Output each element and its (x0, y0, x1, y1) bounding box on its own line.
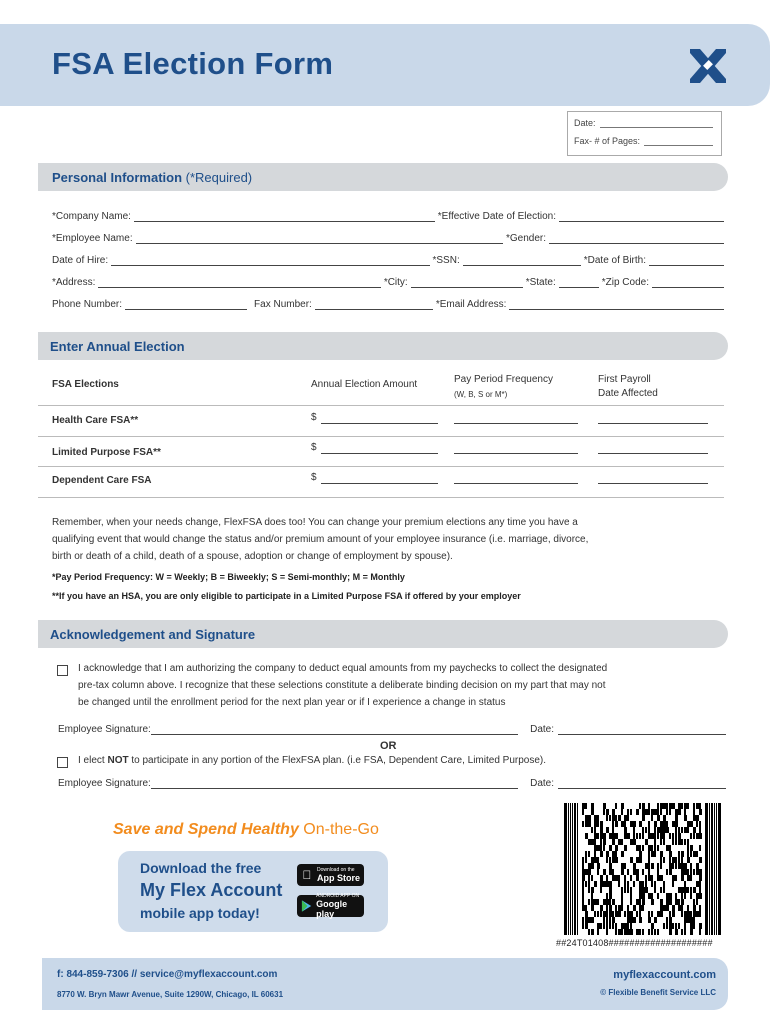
signature-label: Employee Signature: (58, 778, 151, 789)
app-store-small: Download on the (317, 867, 355, 873)
dependent-care-frequency-field[interactable] (454, 483, 578, 484)
company-label: *Company Name: (52, 211, 131, 222)
promo-slogan (113, 821, 379, 839)
page-title: FSA Election Form (52, 46, 334, 81)
footer-contact: f: 844-859-7306 // service@myflexaccount.com (57, 969, 278, 980)
google-play-small: ANDROID APP ON (316, 893, 360, 899)
promo-slogan-emphasis: Save and Spend Healthy (113, 821, 299, 838)
app-store-button[interactable] (297, 864, 364, 886)
table-divider (38, 436, 724, 437)
ack-title: Acknowledgement and Signature (50, 627, 256, 642)
optout-pre: I elect (78, 755, 108, 766)
promo-line-1: Download the free (140, 860, 262, 876)
ack-paragraph (78, 660, 728, 711)
apple-icon (301, 868, 313, 882)
limited-purpose-date-field[interactable] (598, 453, 708, 454)
ack-line-1: I acknowledge that I am authorizing the company to deduct equal amounts from my paychecks to collect the designated (78, 663, 608, 674)
email-label: *Email Address: (435, 299, 507, 310)
hire-row (52, 252, 727, 266)
acknowledge-checkbox[interactable] (57, 665, 68, 676)
address-field[interactable] (98, 279, 380, 288)
google-play-big: Google play (316, 899, 348, 919)
optout-text (78, 755, 546, 766)
app-store-text (317, 867, 360, 883)
dob-label: *Date of Birth: (583, 255, 646, 266)
dependent-care-date-field[interactable] (598, 483, 708, 484)
fax-date-row (574, 118, 713, 128)
google-play-button[interactable] (297, 895, 364, 917)
optout-checkbox[interactable] (57, 757, 68, 768)
address-row (52, 274, 727, 288)
signature-date-label: Date: (530, 724, 554, 735)
company-row (52, 208, 727, 222)
footer-banner (42, 958, 728, 1010)
signature-row-1 (58, 724, 726, 735)
row-limited-purpose-currency: $ (311, 442, 317, 453)
health-care-amount-field[interactable] (321, 423, 438, 424)
city-field[interactable] (411, 279, 523, 288)
remember-line-3: birth or death of a child, death of a spouse, adoption or change of employment by spouse). (52, 551, 453, 562)
promo-line-3: mobile app today! (140, 905, 260, 921)
barcode-caption: ##24T01408#################### (556, 938, 713, 948)
fax-info-box (567, 111, 722, 156)
ack-line-2: pre-tax column above. I recognize that these selections constitute a deliberate binding decision on my part that may not (78, 680, 606, 691)
required-note: (*Required) (185, 170, 253, 185)
dob-field[interactable] (649, 257, 724, 266)
effective-date-field[interactable] (559, 213, 724, 222)
optout-not: NOT (107, 755, 129, 766)
fax-date-label: Date: (574, 118, 596, 128)
promo-slogan-rest: On-the-Go (298, 821, 379, 838)
ack-line-3: be changed until the enrollment period for the next plan year or if I experience a change in status (78, 697, 506, 708)
google-play-text (316, 893, 364, 919)
company-field[interactable] (134, 213, 435, 222)
signature-row-2 (58, 778, 726, 789)
col-frequency: Pay Period Frequency (454, 374, 553, 385)
col-first-payroll-2: Date Affected (598, 388, 658, 399)
col-first-payroll-1: First Payroll (598, 374, 651, 385)
remember-line-2: qualifying event that would change the status and/or premium amount of your employee insurance (i.e. marriage, divorce, (52, 534, 589, 545)
zip-field[interactable] (652, 279, 724, 288)
health-care-date-field[interactable] (598, 423, 708, 424)
address-label: *Address: (52, 277, 96, 288)
fax-pages-line[interactable] (644, 138, 713, 146)
limited-purpose-amount-field[interactable] (321, 453, 438, 454)
city-label: *City: (383, 277, 408, 288)
ssn-field[interactable] (463, 257, 581, 266)
gender-label: *Gender: (505, 233, 546, 244)
footer-website[interactable]: myflexaccount.com (613, 969, 716, 981)
remember-line-1: Remember, when your needs change, FlexFSA does too! You can change your premium elections any time you have a (52, 517, 578, 528)
col-amount: Annual Election Amount (311, 379, 418, 390)
footer-address: 8770 W. Bryn Mawr Avenue, Suite 1290W, Chicago, IL 60631 (57, 990, 284, 999)
date-of-hire-field[interactable] (111, 257, 429, 266)
personal-info-title (52, 170, 252, 185)
company-logo-icon (686, 45, 730, 85)
email-field[interactable] (509, 301, 724, 310)
date-of-hire-label: Date of Hire: (52, 255, 109, 266)
col-frequency-sub: (W, B, S or M*) (454, 390, 508, 399)
health-care-frequency-field[interactable] (454, 423, 578, 424)
signature-label: Employee Signature: (58, 724, 151, 735)
hsa-note: **If you have an HSA, you are only eligible to participate in a Limited Purpose FSA if offered by your employer (52, 591, 521, 601)
google-play-icon (301, 899, 312, 913)
footer-copyright: © Flexible Benefit Service LLC (600, 988, 716, 997)
row-dependent-care-label: Dependent Care FSA (52, 475, 152, 486)
personal-info-heading: Personal Information (52, 170, 183, 185)
employee-name-field[interactable] (136, 235, 503, 244)
dependent-care-amount-field[interactable] (321, 483, 438, 484)
row-limited-purpose-label: Limited Purpose FSA** (52, 447, 161, 458)
col-elections: FSA Elections (52, 379, 119, 390)
effective-date-label: *Effective Date of Election: (437, 211, 556, 222)
signature-field[interactable] (151, 780, 518, 789)
row-health-care-currency: $ (311, 412, 317, 423)
gender-field[interactable] (549, 235, 724, 244)
fax-pages-label: Fax- # of Pages: (574, 136, 641, 146)
fax-pages-row (574, 136, 713, 146)
row-dependent-care-currency: $ (311, 472, 317, 483)
promo-line-2: My Flex Account (140, 880, 283, 900)
signature-field[interactable] (151, 726, 518, 735)
zip-label: *Zip Code: (601, 277, 649, 288)
table-divider (38, 466, 724, 467)
ssn-label: *SSN: (432, 255, 460, 266)
fax-field[interactable] (315, 301, 433, 310)
phone-label: Phone Number: (52, 299, 123, 310)
signature-date-field[interactable] (558, 726, 726, 735)
table-divider (38, 405, 724, 406)
state-label: *State: (525, 277, 556, 288)
signature-date-field[interactable] (558, 780, 726, 789)
app-store-big: App Store (317, 873, 361, 883)
or-separator: OR (380, 740, 397, 752)
employee-name-label: *Employee Name: (52, 233, 133, 244)
fax-date-line[interactable] (600, 120, 713, 128)
row-health-care-label: Health Care FSA** (52, 415, 139, 426)
optout-post: to participate in any portion of the FlexFSA plan. (i.e FSA, Dependent Care, Limited Purpose). (128, 755, 547, 766)
phone-field[interactable] (125, 301, 247, 310)
barcode-image (564, 803, 721, 935)
signature-date-label: Date: (530, 778, 554, 789)
limited-purpose-frequency-field[interactable] (454, 453, 578, 454)
table-divider (38, 497, 724, 498)
state-field[interactable] (559, 279, 599, 288)
contact-row (52, 296, 727, 310)
election-title: Enter Annual Election (50, 339, 185, 354)
frequency-note: *Pay Period Frequency: W = Weekly; B = Biweekly; S = Semi-monthly; M = Monthly (52, 572, 405, 582)
remember-paragraph (52, 514, 732, 565)
fax-label: Fax Number: (254, 299, 312, 310)
employee-name-row (52, 230, 727, 244)
